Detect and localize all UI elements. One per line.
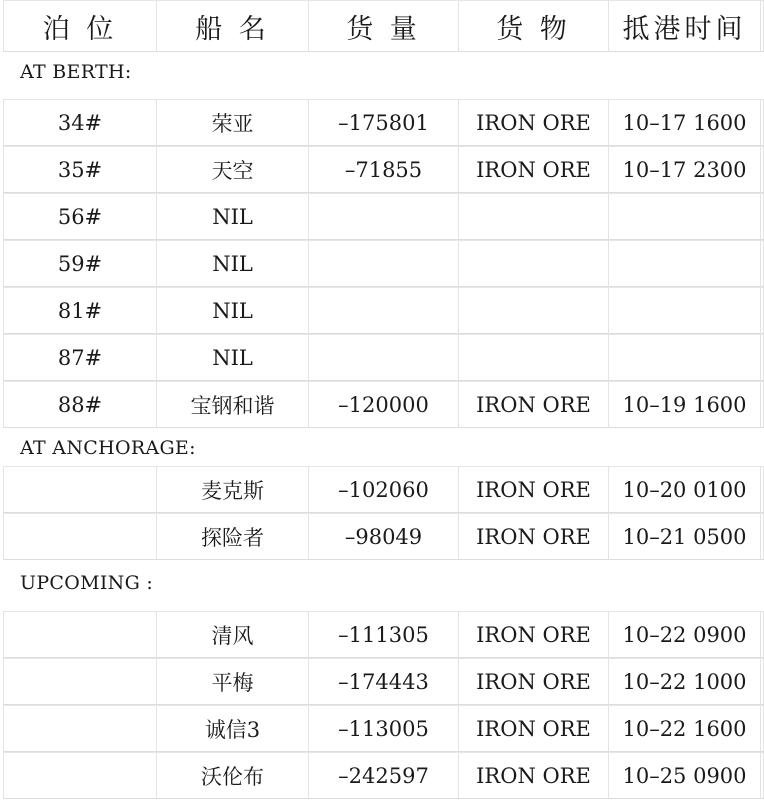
eta-cell: 10–22 0900 xyxy=(608,611,760,658)
table-edge xyxy=(760,611,764,658)
table-edge xyxy=(760,287,764,334)
vessel-name-cell: 平梅 xyxy=(156,658,308,705)
eta-cell xyxy=(608,334,760,381)
vessel-name-cell: NIL xyxy=(156,240,308,287)
section-label: AT ANCHORAGE: xyxy=(20,437,196,459)
vessel-name-cell: 沃伦布 xyxy=(156,752,308,799)
table-edge xyxy=(760,334,764,381)
vessel-name-cell: 探险者 xyxy=(156,513,308,560)
table-edge xyxy=(760,146,764,193)
eta-cell: 10–22 1600 xyxy=(608,705,760,752)
berth-cell: 81# xyxy=(3,287,156,334)
cargo-cell: IRON ORE xyxy=(458,513,608,560)
berth-cell xyxy=(3,513,156,560)
column-header: 船 名 xyxy=(156,0,308,52)
quantity-cell: –175801 xyxy=(308,99,458,146)
berth-cell: 88# xyxy=(3,381,156,428)
quantity-cell: –71855 xyxy=(308,146,458,193)
eta-cell: 10–21 0500 xyxy=(608,513,760,560)
cargo-cell xyxy=(458,193,608,240)
quantity-cell xyxy=(308,240,458,287)
quantity-cell: –120000 xyxy=(308,381,458,428)
section-label: UPCOMING : xyxy=(20,572,154,594)
cargo-cell: IRON ORE xyxy=(458,381,608,428)
eta-cell: 10–22 1000 xyxy=(608,658,760,705)
vessel-name-cell: 宝钢和谐 xyxy=(156,381,308,428)
eta-cell: 10–17 1600 xyxy=(608,99,760,146)
cargo-cell: IRON ORE xyxy=(458,466,608,513)
table-edge xyxy=(760,466,764,513)
vessel-name-cell: NIL xyxy=(156,287,308,334)
berth-cell xyxy=(3,611,156,658)
cargo-cell: IRON ORE xyxy=(458,611,608,658)
table-edge xyxy=(760,240,764,287)
eta-cell xyxy=(608,287,760,334)
berth-cell: 35# xyxy=(3,146,156,193)
vessel-name-cell: 荣亚 xyxy=(156,99,308,146)
eta-cell: 10–19 1600 xyxy=(608,381,760,428)
vessel-name-cell: NIL xyxy=(156,193,308,240)
vessel-name-cell: 天空 xyxy=(156,146,308,193)
eta-cell xyxy=(608,193,760,240)
quantity-cell: –242597 xyxy=(308,752,458,799)
eta-cell xyxy=(608,240,760,287)
table-edge xyxy=(760,381,764,428)
eta-cell: 10–17 2300 xyxy=(608,146,760,193)
table-edge xyxy=(760,658,764,705)
quantity-cell: –113005 xyxy=(308,705,458,752)
berth-cell xyxy=(3,658,156,705)
cargo-cell xyxy=(458,287,608,334)
cargo-cell: IRON ORE xyxy=(458,146,608,193)
berth-cell xyxy=(3,752,156,799)
table-edge xyxy=(760,193,764,240)
cargo-cell xyxy=(458,240,608,287)
vessel-name-cell: 诚信3 xyxy=(156,705,308,752)
quantity-cell: –174443 xyxy=(308,658,458,705)
quantity-cell: –98049 xyxy=(308,513,458,560)
quantity-cell xyxy=(308,287,458,334)
berth-cell: 87# xyxy=(3,334,156,381)
column-header: 泊 位 xyxy=(3,0,156,52)
cargo-cell: IRON ORE xyxy=(458,658,608,705)
quantity-cell xyxy=(308,334,458,381)
eta-cell: 10–25 0900 xyxy=(608,752,760,799)
berth-cell xyxy=(3,466,156,513)
table-edge xyxy=(760,99,764,146)
table-edge xyxy=(760,705,764,752)
cargo-cell: IRON ORE xyxy=(458,705,608,752)
vessel-name-cell: 清风 xyxy=(156,611,308,658)
berth-cell: 34# xyxy=(3,99,156,146)
cargo-cell: IRON ORE xyxy=(458,99,608,146)
column-header: 货 量 xyxy=(308,0,458,52)
cargo-cell xyxy=(458,334,608,381)
column-header: 抵港时间 xyxy=(608,0,760,52)
quantity-cell: –111305 xyxy=(308,611,458,658)
berth-cell: 56# xyxy=(3,193,156,240)
section-label: AT BERTH: xyxy=(20,61,132,83)
eta-cell: 10–20 0100 xyxy=(608,466,760,513)
vessel-name-cell: NIL xyxy=(156,334,308,381)
quantity-cell xyxy=(308,193,458,240)
vessel-name-cell: 麦克斯 xyxy=(156,466,308,513)
column-header: 货 物 xyxy=(458,0,608,52)
berth-cell: 59# xyxy=(3,240,156,287)
table-edge xyxy=(760,0,764,52)
quantity-cell: –102060 xyxy=(308,466,458,513)
cargo-cell: IRON ORE xyxy=(458,752,608,799)
berth-cell xyxy=(3,705,156,752)
table-edge xyxy=(760,513,764,560)
table-edge xyxy=(760,752,764,799)
